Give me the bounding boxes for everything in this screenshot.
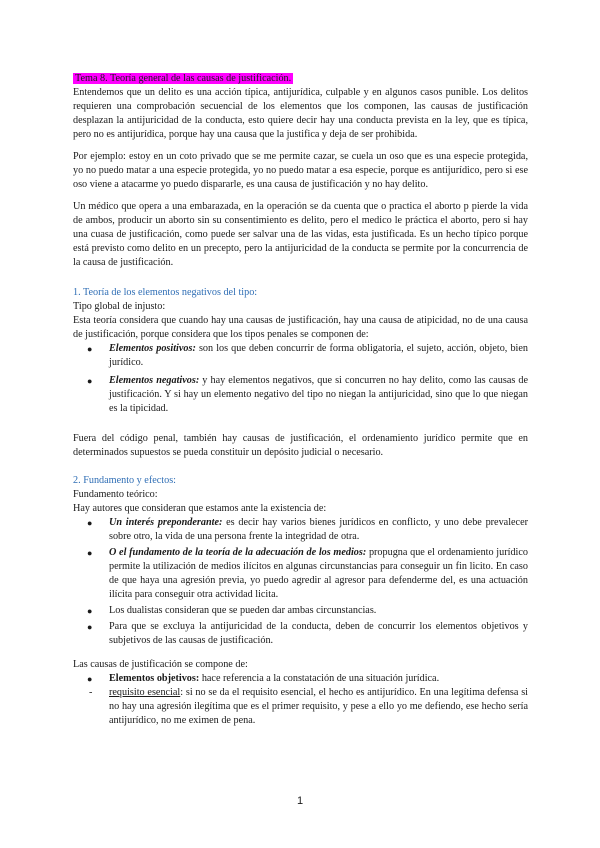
list-item: [87, 672, 528, 686]
list-item: [87, 620, 528, 648]
section-1-bullet-list: [73, 342, 528, 416]
dash-list: [73, 686, 528, 728]
bullet-text: son los que deben concurrir de forma obligatoria, el sujeto, acción, objeto, bien jurídico.: [109, 343, 528, 368]
bullet-label: Un interés preponderante:: [109, 517, 223, 528]
section-1-heading: 1. Teoría de los elementos negativos del tipo:: [73, 287, 258, 298]
bullet-text: hace referencia a la constatación de una situación jurídica.: [199, 673, 440, 684]
intro-paragraph-1: Entendemos que un delito es una acción típica, antijurídica, culpable y en algunos casos punible. Los delitos requieren una comprobación secuencial de los elementos que los componen, las causas de justificación desplazan la antijuricidad de la conducta, esto quiere decir hay una conducta prevista en la ley, que es típica, pero no es antijurídica, porque hay una causa que la justifica y deja de ser prohibida.: [73, 87, 528, 140]
intro-paragraph-2: Por ejemplo: estoy en un coto privado que se me permite cazar, se cuela un oso que es una especie protegida, yo no puedo matar a una especie protegida, yo no puedo matar a esa especie, porque es antijurídico, pero si ese oso viene a atacarme yo puedo dispararle, es una causa de justificación y no hay delito.: [73, 151, 528, 190]
components-intro: Las causas de justificación se compone de:: [73, 659, 248, 670]
bullet-label: O el fundamento de la teoría de la adecuación de los medios:: [109, 547, 367, 558]
bullet-icon: ●: [87, 674, 93, 684]
section-2-subheading: Fundamento teórico:: [73, 489, 158, 500]
intro-paragraph-3: Un médico que opera a una embarazada, en la operación se da cuenta que o practica el aborto p pierde la vida de ambos, producir un aborto sin su consentimiento es delito, pero el medico le práctica el aborto, pero si hay una cuasa de justificación, como puede ser salvar una de las vidas, esta justificada. Es un hecho típico porque está previsto como delito en un precepto, pero la antijuricidad de la conducta se permite por la concurrencia de la causa de justificación.: [73, 201, 528, 268]
title-line: [73, 72, 528, 86]
section-2-paragraph: Hay autores que consideran que estamos ante la existencia de:: [73, 503, 327, 514]
list-item: [87, 374, 528, 416]
components-bullet-list: [73, 672, 528, 686]
list-item: [89, 686, 528, 728]
dash-text: : si no se da el requisito esencial, el hecho es antijurídico. En una legítima defensa si no hay una agresión ilegítima que es el primer requisito, y pese a ello yo me defiendo, ese hecho sería antijurídico, no me eximen de pena.: [109, 687, 528, 726]
section-1-closing: Fuera del código penal, también hay causas de justificación, el ordenamiento jurídico permite que en determinados supuestos se pueda constituir un depósito judicial o necesario.: [73, 433, 528, 458]
list-item: [87, 342, 528, 370]
section-2-bullet-list: [73, 516, 528, 648]
bullet-label: Elementos positivos:: [109, 343, 196, 354]
bullet-icon: ●: [87, 518, 93, 528]
section-1-paragraph: Esta teoría considera que cuando hay una causas de justificación, hay una causa de atipicidad, no de una causa de justificación, porque considera que los tipos penales se componen de:: [73, 315, 528, 340]
bullet-text: Los dualistas consideran que se pueden dar ambas circunstancias.: [109, 605, 377, 616]
bullet-label: Elementos negativos:: [109, 375, 200, 386]
section-1-subheading: Tipo global de injusto:: [73, 301, 166, 312]
bullet-icon: ●: [87, 622, 93, 632]
bullet-icon: ●: [87, 548, 93, 558]
bullet-text: Para que se excluya la antijuricidad de la conducta, deben de concurrir los elementos objetivos y subjetivos de las causas de justificación.: [109, 621, 528, 646]
dash-icon: -: [89, 687, 93, 698]
bullet-icon: ●: [87, 344, 93, 354]
list-item: [87, 516, 528, 544]
dash-label: requisito esencial: [109, 687, 181, 698]
page-title: Tema 8. Teoría general de las causas de justificación.: [75, 73, 292, 84]
list-item: [87, 546, 528, 602]
bullet-text: es decir hay varios bienes jurídicos en conflicto, y uno debe prevalecer sobre otro, la vida de una persona frente la integridad de otra.: [109, 517, 528, 542]
bullet-icon: ●: [87, 606, 93, 616]
bullet-text: propugna que el ordenamiento jurídico permite la utilización de medios ilícitos en algunas circunstancias para conseguir un fin licito. En caso de que haya una agresión previa, yo puedo agredir al agresor para defenderme del, es una actuación ilícita para conseguir otra actividad licita.: [109, 547, 528, 600]
bullet-label: Elementos objetivos:: [109, 673, 200, 684]
bullet-text: y hay elementos negativos, que si concurren no hay delito, como las causas de justificación. Y si hay un elemento negativo del tipo no niegan la antijuricidad, sino que lo que niegan es la tipicidad.: [109, 375, 528, 414]
bullet-icon: ●: [87, 376, 93, 386]
list-item: [87, 604, 528, 618]
page-number: 1: [296, 795, 304, 807]
section-2-heading: 2. Fundamento y efectos:: [73, 475, 176, 486]
